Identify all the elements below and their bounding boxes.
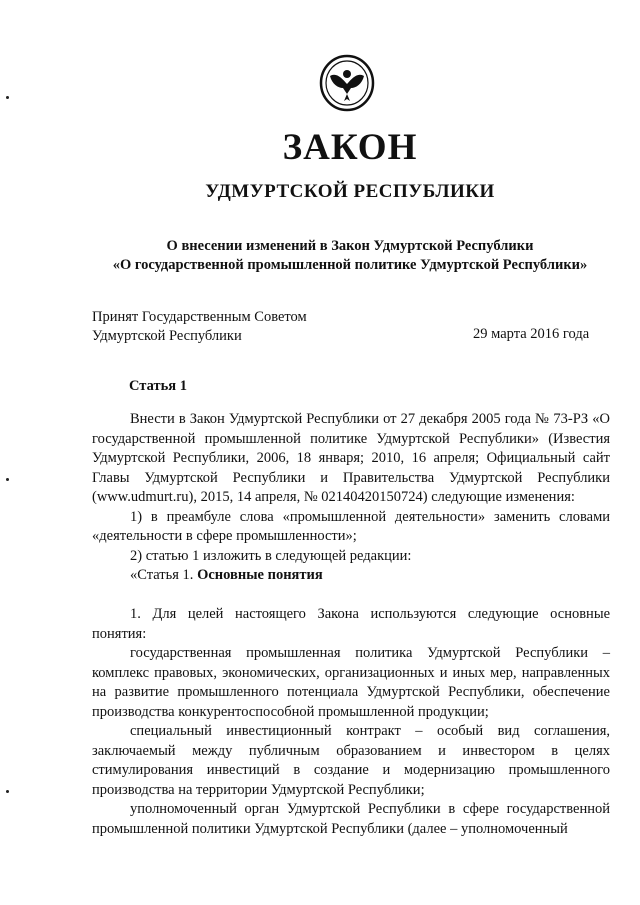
adoption-line2: Удмуртской Республики — [92, 328, 242, 344]
coat-of-arms-emblem — [318, 54, 376, 112]
article-body — [92, 410, 610, 586]
article-intro: Внести в Закон Удмуртской Республики от 27 декабря 2005 года № 73-РЗ «О государственной промышленной политике Удмуртской Республики» (Известия Удмуртской Республики, 2006, 18 января; 2010, 16 апреля; Официальный сайт Главы Удмуртской Республики и Правительства Удмуртской Республики (www.udmurt.ru), 2015, 14 апреля, № 02140420150724) следующие изменения: — [92, 411, 610, 505]
definition-authority: уполномоченный орган Удмуртской Республики в сфере государственной промышленной политики Удмуртской Республики (далее – уполномоченный — [92, 801, 610, 837]
definition-policy: государственная промышленная политика Удмуртской Республики – комплекс правовых, экономических, организационных и иных мер, направленных на развитие промышленного потенциала Удмуртской Республики, обеспечение производства конкурентоспособной промышленной продукции; — [92, 645, 610, 720]
quote-prefix: «Статья 1. — [130, 567, 198, 583]
adoption-date: 29 марта 2016 года — [473, 326, 590, 342]
definitions-body — [92, 605, 610, 839]
document-subtitle: УДМУРТСКОЙ РЕСПУБЛИКИ — [205, 181, 495, 202]
document-title: ЗАКОН — [282, 127, 418, 168]
definitions-intro: 1. Для целей настоящего Закона используются следующие основные понятия: — [92, 606, 610, 642]
law-heading-line1: О внесении изменений в Закон Удмуртской Республики — [166, 238, 534, 254]
adoption-line1: Принят Государственным Советом — [92, 309, 307, 325]
article-item1: 1) в преамбуле слова «промышленной деятельности» заменить словами «деятельности в сфере промышленности»; — [92, 508, 610, 544]
definition-contract: специальный инвестиционный контракт – особый вид соглашения, заключаемый между публичным образованием и инвестором в целях стимулирования инвестиций в создание и модернизацию промышленного производства на территории Удмуртской Республики; — [92, 723, 610, 798]
margin-mark — [6, 478, 9, 481]
quote-title: Основные понятия — [197, 567, 323, 583]
law-heading-line2: «О государственной промышленной политике Удмуртской Республики» — [112, 257, 588, 273]
margin-mark — [6, 790, 9, 793]
article-item2: 2) статью 1 изложить в следующей редакции: — [130, 547, 412, 564]
article-title: Статья 1 — [129, 378, 187, 394]
quoted-article-heading — [92, 566, 610, 586]
margin-mark — [6, 96, 9, 99]
